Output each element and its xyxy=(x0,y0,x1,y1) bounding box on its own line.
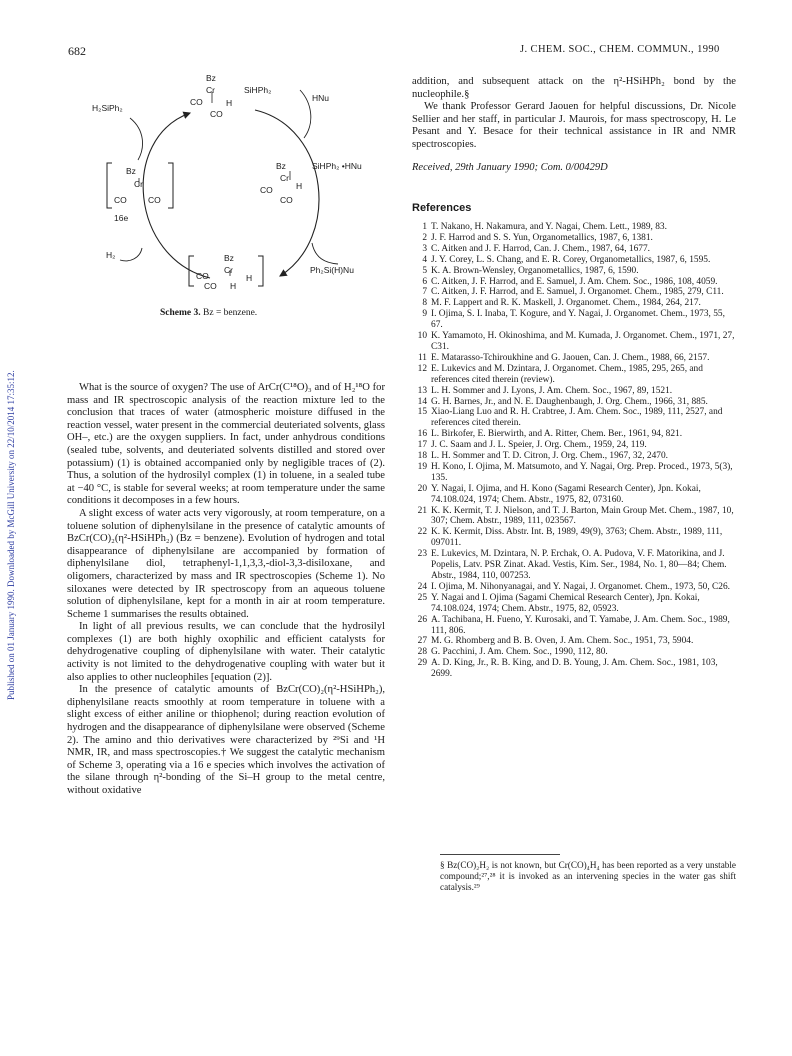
reference-number: 9 xyxy=(422,309,427,320)
paragraph: addition, and subsequent attack on the η²-HSiHPh₂ bond by the nucleophile.§ xyxy=(412,76,736,100)
reference-text: L. H. Sommer and J. Lyons, J. Am. Chem. Soc., 1967, 89, 1521. xyxy=(431,385,673,396)
reference-number: 2 xyxy=(422,232,427,243)
download-notice: Published on 01 January 1990. Downloaded by McGill University on 22/10/2014 17:35:12. xyxy=(6,370,16,700)
reference-text: K. Yamamoto, H. Okinoshima, and M. Kumada, J. Organomet. Chem., 1971, 27, C31. xyxy=(431,331,735,352)
scheme-caption-text: Bz = benzene. xyxy=(200,308,258,318)
journal-header: J. CHEM. SOC., CHEM. COMMUN., 1990 xyxy=(520,44,720,55)
reference-item xyxy=(412,647,738,658)
reference-item xyxy=(412,658,738,680)
reference-item xyxy=(412,506,738,528)
cr-right: Cr xyxy=(280,173,289,183)
hnu-input-curve xyxy=(300,90,311,138)
hnu-label: HNu xyxy=(312,93,330,103)
bz-bottom: Bz xyxy=(224,253,234,263)
references-list xyxy=(412,222,738,680)
reference-text: E. Lukevics and M. Dzintara, J. Organomet. Chem., 1985, 295, 265, and references cited therein (review). xyxy=(431,363,703,385)
reference-number: 24 xyxy=(417,581,427,592)
product-output-curve xyxy=(312,243,338,264)
reference-text: K. K. Kermit, Diss. Abstr. Int. B, 1989, 49(9), 3763; Chem. Abstr., 1989, 111, 097011. xyxy=(431,527,723,549)
reference-item xyxy=(412,407,738,429)
reference-number: 12 xyxy=(417,363,427,374)
reference-item xyxy=(412,386,738,397)
h-right: H xyxy=(296,181,303,191)
scheme-3-diagram xyxy=(90,68,390,318)
co-left-2: CO xyxy=(148,195,161,205)
paragraph: What is the source of oxygen? The use of ArCr(C¹⁸O)₃ and of H₂¹⁸O for mass and IR spectroscopic analysis of the reaction mixture led to the conclusion that traces of water (atmospheric moisture diffused in the reaction vessel, water present in the commercial deuteriated solvents, glass OH–, etc.) are the oxygen suppliers. In fact, under anhydrous conditions (sealed tube, solvents, and deuteriated solvents distilled and stored over potassium) (1) is obtained accompanied only by negligible traces of (2). Thus, a solution of the hydrosilyl complex (1) in toluene, in a sealed tube at −40 °C, is stable for several weeks; at room temperature under the same conditions it decomposes in a few hours. xyxy=(67,382,385,507)
cr-bottom: Cr xyxy=(224,265,233,275)
scheme-caption-label: Scheme 3. xyxy=(160,308,201,318)
reference-text: G. Pacchini, J. Am. Chem. Soc., 1990, 112, 80. xyxy=(431,647,608,658)
reference-item xyxy=(412,462,738,484)
reference-item xyxy=(412,636,738,647)
reference-text: G. H. Barnes, Jr., and N. E. Daughenbaugh, J. Org. Chem., 1966, 31, 885. xyxy=(431,396,708,407)
sihph2-top: SiHPh₂ xyxy=(244,85,272,95)
reference-item xyxy=(412,222,738,233)
reference-item xyxy=(412,244,738,255)
reference-number: 6 xyxy=(422,276,427,287)
reference-text: A. Tachibana, H. Fueno, Y. Kurosaki, and T. Yamabe, J. Am. Chem. Soc., 1989, 111, 806. xyxy=(431,614,730,636)
reference-text: K. K. Kermit, T. J. Nielson, and T. J. Barton, Main Group Met. Chem., 1987, 10, 307; Chem. Abstr., 1989, 111, 023567. xyxy=(431,505,734,527)
reference-number: 8 xyxy=(422,298,427,309)
reference-item xyxy=(412,397,738,408)
sihph2-hnu-label: SiHPh₂ •HNu xyxy=(312,161,362,171)
reference-number: 4 xyxy=(422,254,427,265)
right-column xyxy=(412,76,736,152)
reference-number: 14 xyxy=(417,396,427,407)
reference-text: L. H. Sommer and T. D. Citron, J. Org. Chem., 1967, 32, 2470. xyxy=(431,451,668,462)
reference-number: 13 xyxy=(417,385,427,396)
reference-number: 10 xyxy=(417,331,427,342)
co-left-1: CO xyxy=(114,195,127,205)
reference-text: J. Y. Corey, L. S. Chang, and E. R. Corey, Organometallics, 1987, 6, 1595. xyxy=(431,254,711,265)
references-heading: References xyxy=(412,202,472,214)
reference-item xyxy=(412,484,738,506)
reference-item xyxy=(412,233,738,244)
co-bottom-2: CO xyxy=(204,281,217,291)
reference-number: 22 xyxy=(417,527,427,538)
reference-text: H. Kono, I. Ojima, M. Matsumoto, and Y. Nagai, Org. Prep. Proced., 1973, 5(3), 135. xyxy=(431,461,733,483)
reference-item xyxy=(412,287,738,298)
reference-item xyxy=(412,277,738,288)
reference-number: 21 xyxy=(417,505,427,516)
reference-number: 3 xyxy=(422,243,427,254)
reference-number: 17 xyxy=(417,440,427,451)
reference-text: T. Nakano, H. Nakamura, and Y. Nagai, Chem. Lett., 1989, 83. xyxy=(431,222,667,232)
reference-text: L. Birkofer, E. Bierwirth, and A. Ritter, Chem. Ber., 1961, 94, 821. xyxy=(431,429,683,440)
reference-item xyxy=(412,615,738,637)
reference-item xyxy=(412,582,738,593)
h-bottom-2: H xyxy=(230,281,237,291)
bz-top: Bz xyxy=(206,73,216,83)
co-top-left: CO xyxy=(190,97,203,107)
reference-text: I. Ojima, M. Nihonyanagai, and Y. Nagai, J. Organomet. Chem., 1973, 50, C26. xyxy=(431,581,731,592)
reference-text: J. F. Harrod and S. S. Yun, Organometallics, 1987, 6, 1381. xyxy=(431,232,653,243)
co-top-bottom: CO xyxy=(210,109,223,119)
reference-item xyxy=(412,309,738,331)
reference-number: 26 xyxy=(417,614,427,625)
reference-text: C. Aitken, J. F. Harrod, and E. Samuel, J. Am. Chem. Soc., 1986, 108, 4059. xyxy=(431,276,718,287)
reference-text: I. Ojima, S. I. Inaba, T. Kogure, and Y. Nagai, J. Organomet. Chem., 1973, 55, 67. xyxy=(431,309,725,331)
acknowledgements: We thank Professor Gerard Jaouen for helpful discussions, Dr. Nicole Sellier and her staff, in particular J. Maurois, for mass spectroscopy, H. Le Pesant and Y. Besace for their technical assistance in IR and NMR spectroscopies. xyxy=(412,101,736,150)
reference-number: 29 xyxy=(417,658,427,669)
reference-text: J. C. Saam and J. L. Speier, J. Org. Chem., 1959, 24, 119. xyxy=(431,440,647,451)
reference-text: E. Lukevics, M. Dzintara, N. P. Erchak, O. A. Pudova, V. F. Matorikina, and J. Popelis, Latv. PSR Zinat. Akad. Vestis, Kim. Ser., 1984, No. 1, 80—84; Chem. Abstr., 1984, 110, 007253. xyxy=(431,549,727,581)
reference-text: Y. Nagai and I. Ojima (Sagami Chemical Research Center), Jpn. Kokai, 74.108.024, 1974; Chem. Abstr., 1975, 82, 05923. xyxy=(431,592,700,614)
reference-item xyxy=(412,429,738,440)
bz-right: Bz xyxy=(276,161,286,171)
reference-text: E. Matarasso-Tchiroukhine and G. Jaouen, Can. J. Chem., 1988, 66, 2157. xyxy=(431,352,710,363)
reference-text: M. F. Lappert and R. K. Maskell, J. Organomet. Chem., 1984, 264, 217. xyxy=(431,298,701,309)
reference-text: C. Aitken, J. F. Harrod, and E. Samuel, J. Organomet. Chem., 1985, 279, C11. xyxy=(431,287,724,298)
page-number: 682 xyxy=(68,44,86,58)
reference-item xyxy=(412,451,738,462)
h2-output-curve xyxy=(120,248,142,261)
paragraph: In the presence of catalytic amounts of BzCr(CO)₂(η²-HSiHPh₂), diphenylsilane reacts smoothly at room temperature in toluene with a slight excess of either aniline or thiophenol; during reaction evolution of hydrogen and the disappearance of diphenylsilane were observed (Scheme 2). The amino and thio derivatives were characterized by ²⁹Si and ¹H NMR, IR, and mass spectroscopies.† We suggest the catalytic mechanism of Scheme 3, operating via a 16 e species which involves the activation of the silane through η²-bonding of the Si–H group to the metal centre, without oxidative xyxy=(67,684,385,796)
reference-number: 28 xyxy=(417,647,427,658)
footnote-divider xyxy=(440,854,560,855)
reference-item xyxy=(412,331,738,353)
product-label: Ph₂Si(H)Nu xyxy=(310,265,354,275)
reference-item xyxy=(412,527,738,549)
received-line: Received, 29th January 1990; Com. 0/00429D xyxy=(412,162,608,173)
cr-left: Cr xyxy=(134,179,143,189)
reference-item xyxy=(412,364,738,386)
h-top: H xyxy=(226,98,233,108)
reference-item xyxy=(412,593,738,615)
co-bottom-1: CO xyxy=(196,271,209,281)
reference-item xyxy=(412,298,738,309)
reference-number: 15 xyxy=(417,407,427,418)
reference-number: 7 xyxy=(422,287,427,298)
reference-number: 18 xyxy=(417,451,427,462)
reference-number: 5 xyxy=(422,265,427,276)
left-column xyxy=(67,382,385,798)
reference-item xyxy=(412,440,738,451)
co-right-2: CO xyxy=(280,195,293,205)
reference-text: Y. Nagai, I. Ojima, and H. Kono (Sagami Research Center), Jpn. Kokai, 74.108.024, 1974; Chem. Abstr., 1975, 82, 073160. xyxy=(431,483,701,505)
reference-item xyxy=(412,255,738,266)
paragraph: In light of all previous results, we can conclude that the hydrosilyl complexes (1) are both highly oxophilic and efficient catalysts for dehydrogenative coupling of diphenylsilane with water. Their catalytic activity is not limited to the dehydrogenative coupling with water but it also applies to other nucleophiles [equation (2)]. xyxy=(67,621,385,683)
reference-number: 11 xyxy=(417,352,427,363)
reference-number: 16 xyxy=(417,429,427,440)
h2siph2-label: H₂SiPh₂ xyxy=(92,103,123,113)
reference-item xyxy=(412,266,738,277)
footnote: § Bz(CO)₂H₂ is not known, but Cr(CO)₄H₄ has been reported as a very unstable compound;²⁷,²⁸ it is invoked as an intervening species in the water gas shift catalysis.²⁹ xyxy=(440,860,736,892)
reference-number: 20 xyxy=(417,483,427,494)
16e-label: 16e xyxy=(114,213,129,223)
reference-number: 27 xyxy=(417,636,427,647)
reference-item xyxy=(412,549,738,582)
reference-text: M. G. Rhomberg and B. B. Oven, J. Am. Chem. Soc., 1951, 73, 5904. xyxy=(431,636,694,647)
reference-item xyxy=(412,353,738,364)
reference-text: Xiao-Liang Luo and R. H. Crabtree, J. Am. Chem. Soc., 1989, 111, 2527, and references cited therein. xyxy=(431,407,723,429)
paragraph: A slight excess of water acts very vigorously, at room temperature, on a toluene solution of diphenylsilane in the presence of catalytic amounts of BzCr(CO)₂(η²-HSiHPh₂) (Bz = benzene). Evolution of hydrogen and total disappearance of diphenylsilane are accompanied by formation of diphenylsilane diol, tetraphenyl-1,1,3,3,-diol-3,3-disiloxane, and oligomers, characterized by mass and IR spectroscopies (Scheme 1). No siloxanes were detected by IR spectroscopy from an aqueous toluene solution of diphenylsilane, kept for a month in air at room temperature. Scheme 1 summarises the results obtained. xyxy=(67,507,385,620)
reference-text: A. D. King, Jr., R. B. King, and D. B. Young, J. Am. Chem. Soc., 1981, 103, 2699. xyxy=(431,658,718,680)
silane-input-curve xyxy=(130,118,143,160)
reference-number: 23 xyxy=(417,549,427,560)
reference-number: 1 xyxy=(422,222,427,232)
scheme-caption xyxy=(160,308,257,318)
h-bottom-1: H xyxy=(246,273,253,283)
reference-text: C. Aitken and J. F. Harrod, Can. J. Chem., 1987, 64, 1677. xyxy=(431,243,651,254)
cr-top: Cr xyxy=(206,85,215,95)
reference-number: 25 xyxy=(417,592,427,603)
h2-label: H₂ xyxy=(106,250,116,260)
reference-text: K. A. Brown-Wensley, Organometallics, 1987, 6, 1590. xyxy=(431,265,639,276)
bz-left: Bz xyxy=(126,166,136,176)
co-right-1: CO xyxy=(260,185,273,195)
reference-number: 19 xyxy=(417,461,427,472)
